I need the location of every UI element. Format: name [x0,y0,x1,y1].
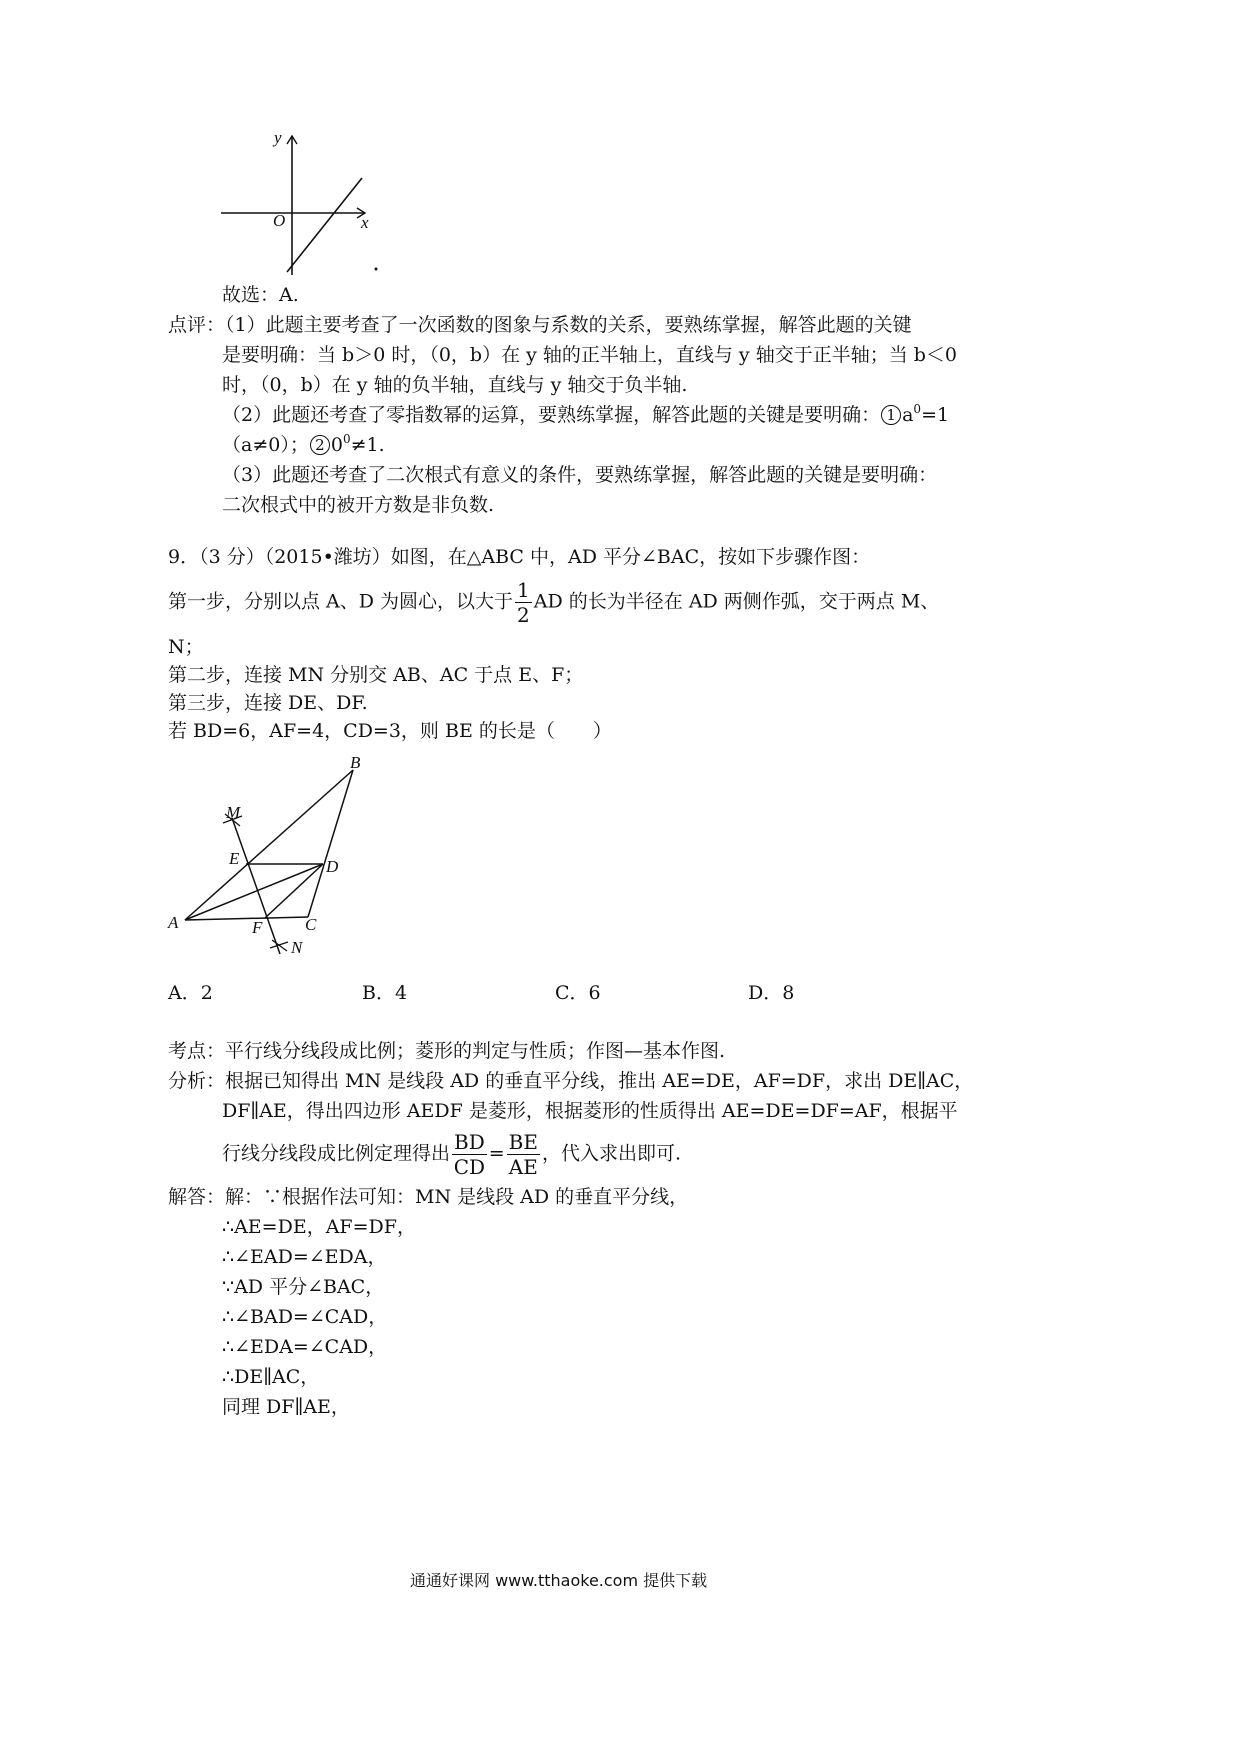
point-label-m: M [226,803,241,822]
comment-p2-text: （2）此题还考查了零指数幂的运算，要熟练掌握，解答此题的关键是要明确： [222,404,881,426]
point-label-c: C [305,915,317,934]
graph-origin-label: O [273,211,286,230]
comment-p3-line1: （3）此题还考查了二次根式有意义的条件，要熟练掌握，解答此题的关键是要明确： [222,464,938,486]
point-label-a: A [168,913,179,932]
comment-p2-exponent: 0 [913,402,922,416]
solution-line4: ∵AD 平分∠BAC， [222,1276,385,1298]
point-label-b: B [350,753,361,772]
half-numerator: 1 [517,578,530,602]
comment-p1-line2: 是要明确：当 b＞0 时，（0，b）在 y 轴的正半轴上，直线与 y 轴交于正半轴；当 b＜0 [222,344,957,366]
page-footer: 通通好课网 www.tthaoke.com 提供下载 [410,1571,708,1590]
comment-p2-line1 [222,400,949,430]
comment-p1-line3: 时，（0，b）在 y 轴的负半轴，直线与 y 轴交于负半轴. [222,374,688,396]
solution-line5: ∴∠BAD=∠CAD， [222,1306,388,1328]
question-header: 9．（3 分）（2015•潍坊）如图，在△ABC 中，AD 平分∠BAC，按如下步骤作图： [168,546,871,568]
question-condition: 若 BD=6，AF=4，CD=3，则 BE 的长是（ ） [168,720,612,742]
comment-p3-line2: 二次根式中的被开方数是非负数. [222,494,495,516]
triangle-figure [160,750,380,970]
fraction-bd: BD [454,1130,485,1154]
solution-line1: 解答：解：∵根据作法可知：MN 是线段 AD 的垂直平分线， [168,1186,689,1208]
point-label-d: D [326,857,339,876]
half-fraction [515,580,532,625]
option-b: B．4 [362,982,408,1004]
fraction-bd-cd [452,1132,487,1177]
solution-line2: ∴AE=DE，AF=DF， [222,1216,416,1238]
option-d: D．8 [748,982,795,1004]
fraction-equals: = [488,1142,505,1165]
comment-p2-eq: =1 [921,404,950,426]
comment-p1-text: （1）此题主要考查了一次函数的图象与系数的关系，要熟练掌握，解答此题的关键 [225,314,912,336]
option-c: C．6 [555,982,601,1004]
fraction-be: BE [508,1130,538,1154]
comment-p1-line1 [168,310,912,340]
point-label-n: N [291,938,303,957]
fraction-be-ae [507,1132,540,1177]
solution-line6: ∴∠EDA=∠CAD， [222,1336,388,1358]
circled-number-1: 1 [881,405,901,425]
comment-p2-line2 [222,430,385,460]
fraction-cd: CD [453,1155,486,1179]
half-denominator: 2 [517,603,530,627]
analysis-line2: DF∥AE，得出四边形 AEDF 是菱形，根据菱形的性质得出 AE=DE=DF=AF，根据平 [222,1100,958,1122]
step1-text-b: AD 的长为半径在 AD 两侧作弧，交于两点 M、 [533,590,940,613]
solution-line7: ∴DE∥AC， [222,1366,320,1388]
analysis-text-a: 行线分线段成比例定理得出 [222,1142,451,1165]
circled-number-2: 2 [310,435,330,455]
solution-line3: ∴∠EAD=∠EDA， [222,1246,387,1268]
point-label-e: E [229,849,240,868]
question-step1 [168,580,939,625]
comment-p2-cond: （a≠0）； [222,434,309,456]
question-step1-cont: N； [168,636,204,658]
analysis-text-b: ，代入求出即可. [541,1142,682,1165]
graph-x-label: x [361,213,369,232]
point-label-f: F [252,918,263,937]
comment-label: 点评： [168,314,226,336]
solution-line8: 同理 DF∥AE， [222,1396,350,1418]
comment-p2-zero: 0 [330,434,343,456]
comment-p2-zero-exp: 0 [342,432,351,446]
knowledge-points: 考点：平行线分线段成比例；菱形的判定与性质；作图—基本作图. [168,1040,726,1062]
function-graph [215,120,405,290]
analysis-line3 [222,1132,681,1177]
graph-y-label: y [274,128,282,147]
comment-p2-base: a [902,404,914,426]
question-step2: 第二步，连接 MN 分别交 AB、AC 于点 E、F； [168,664,584,686]
question-step3: 第三步，连接 DE、DF. [168,692,368,714]
option-a: A．2 [168,982,213,1004]
previous-answer: 故选：A. [222,284,299,306]
analysis-line1: 分析：根据已知得出 MN 是线段 AD 的垂直平分线，推出 AE=DE，AF=DF，求出 DE∥AC， [168,1070,974,1092]
comment-p2-neq: ≠1. [350,434,385,456]
fraction-ae: AE [508,1155,538,1179]
step1-text-a: 第一步，分别以点 A、D 为圆心，以大于 [168,590,514,613]
